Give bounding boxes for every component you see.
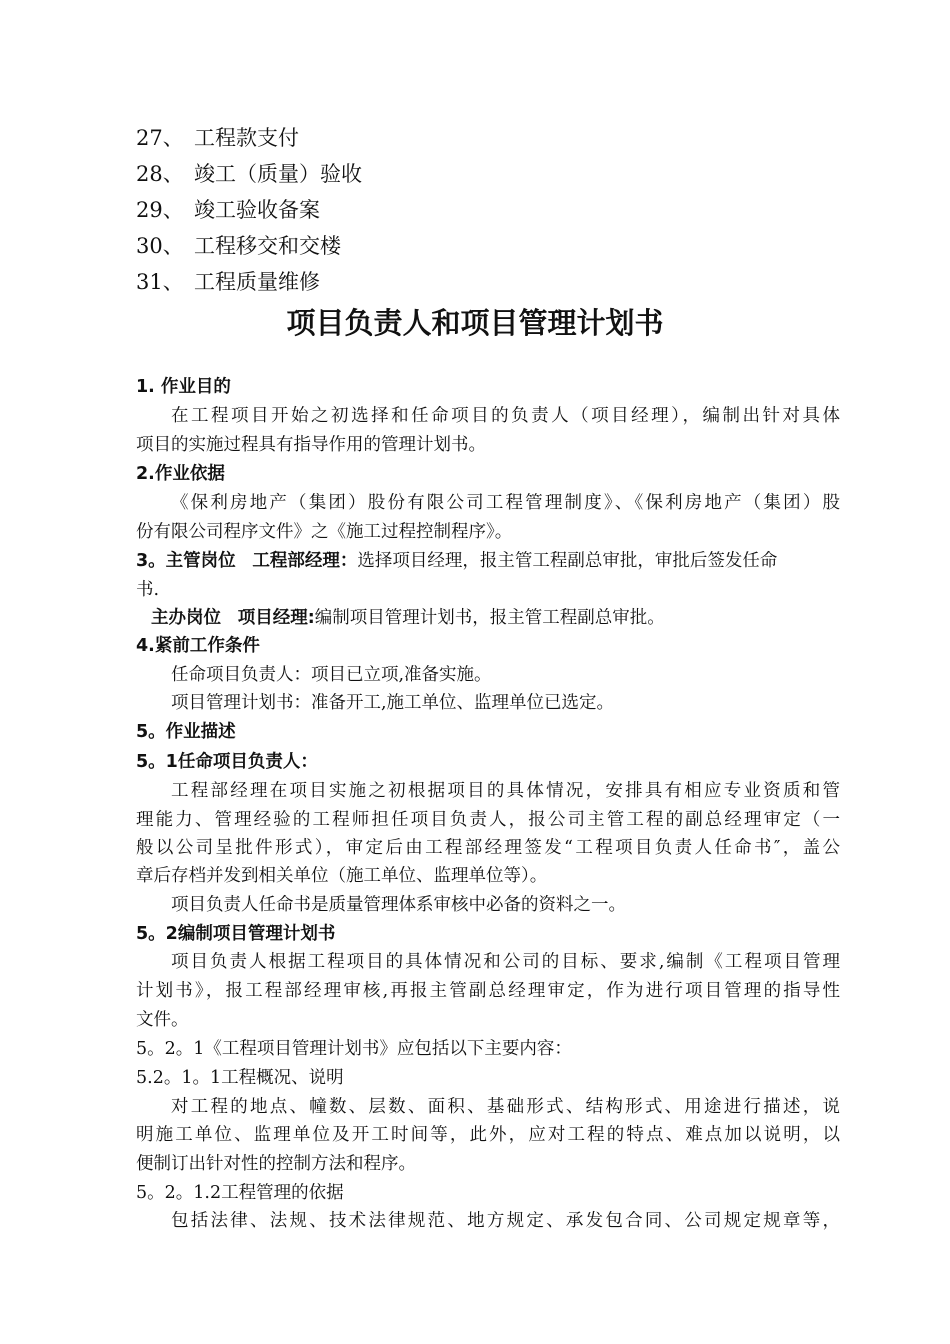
list-text: 工程移交和交楼 xyxy=(194,234,341,258)
list-item xyxy=(136,268,320,296)
list-text: 工程款支付 xyxy=(194,126,299,150)
paragraph-line: 项目负责人根据工程项目的具体情况和公司的目标、要求,编制《工程项目管理 xyxy=(171,952,840,972)
list-item xyxy=(136,196,320,224)
subsection-heading: 5。2。1.2工程管理的依据 xyxy=(136,1183,344,1203)
paragraph-line: 般以公司呈批件形式），审定后由工程部经理签发“工程项目负责人任命书″，盖公 xyxy=(136,838,840,858)
paragraph-line: 对工程的地点、幢数、层数、面积、基础形式、结构形式、用途进行描述，说 xyxy=(171,1097,840,1117)
paragraph-line: 任命项目负责人：项目已立项,准备实施。 xyxy=(171,665,492,685)
paragraph-line: 项目的实施过程具有指导作用的管理计划书。 xyxy=(136,435,486,455)
subsection-heading: 5。1任命项目负责人： xyxy=(136,752,318,772)
section-heading: 4.紧前工作条件 xyxy=(136,636,260,656)
paragraph-line: 便制订出针对性的控制方法和程序。 xyxy=(136,1154,416,1174)
list-item xyxy=(136,160,362,188)
list-text: 工程质量维修 xyxy=(194,270,320,294)
paragraph-line: 文件。 xyxy=(136,1010,189,1030)
paragraph-line: 明施工单位、监理单位及开工时间等，此外，应对工程的特点、难点加以说明，以 xyxy=(136,1125,840,1145)
paragraph-line: 章后存档并发到相关单位（施工单位、监理单位等）。 xyxy=(136,866,548,886)
list-number: 27、 xyxy=(136,126,184,150)
paragraph-line: 在工程项目开始之初选择和任命项目的负责人（项目经理），编制出针对具体 xyxy=(171,406,840,426)
paragraph-line: 工程部经理在项目实施之初根据项目的具体情况，安排具有相应专业资质和管 xyxy=(171,781,840,801)
role-label: 项目经理: xyxy=(237,608,315,628)
section-heading: 2.作业依据 xyxy=(136,464,225,484)
role-text: 选择项目经理，报主管工程副总审批，审批后签发任命 xyxy=(357,551,778,571)
list-number: 28、 xyxy=(136,162,184,186)
list-item xyxy=(136,232,341,260)
role-label: 工程部经理： xyxy=(252,551,358,571)
subsection-heading: 5。2编制项目管理计划书 xyxy=(136,924,336,944)
list-text: 竣工（质量）验收 xyxy=(194,162,362,186)
responsibility-line xyxy=(136,549,840,573)
list-number: 31、 xyxy=(136,270,184,294)
paragraph-line: 计划书》，报工程部经理审核,再报主管副总经理审定，作为进行项目管理的指导性 xyxy=(136,981,840,1001)
paragraph-line: 份有限公司程序文件》之《施工过程控制程序》。 xyxy=(136,522,513,542)
subsection-heading: 5。2。1《工程项目管理计划书》应包括以下主要内容： xyxy=(136,1039,572,1059)
role-text: 编制项目管理计划书，报主管工程副总审批。 xyxy=(314,608,665,628)
paragraph-line: 《保利房地产（集团）股份有限公司工程管理制度》、《保利房地产（集团）股 xyxy=(171,493,840,513)
role-title: 主办岗位 xyxy=(151,608,221,628)
document-title: 项目负责人和项目管理计划书 xyxy=(286,306,664,340)
paragraph-line: 理能力、管理经验的工程师担任项目负责人，报公司主管工程的副总经理审定（一 xyxy=(136,810,840,830)
paragraph-line: 项目管理计划书：准备开工,施工单位、监理单位已选定。 xyxy=(171,693,615,713)
section-heading: 3。主管岗位 xyxy=(136,551,236,571)
paragraph-line: 书. xyxy=(136,580,160,600)
section-heading: 5。作业描述 xyxy=(136,722,236,742)
paragraph-line: 项目负责人任命书是质量管理体系审核中必备的资料之一。 xyxy=(171,895,626,915)
list-text: 竣工验收备案 xyxy=(194,198,320,222)
list-item xyxy=(136,124,299,152)
list-number: 29、 xyxy=(136,198,184,222)
subsection-heading: 5.2。1。1工程概况、说明 xyxy=(136,1068,344,1088)
list-number: 30、 xyxy=(136,234,184,258)
paragraph-line: 包括法律、法规、技术法律规范、地方规定、承发包合同、公司规定规章等， xyxy=(171,1211,840,1231)
responsibility-line xyxy=(151,606,855,630)
section-heading: 1. 作业目的 xyxy=(136,377,231,397)
